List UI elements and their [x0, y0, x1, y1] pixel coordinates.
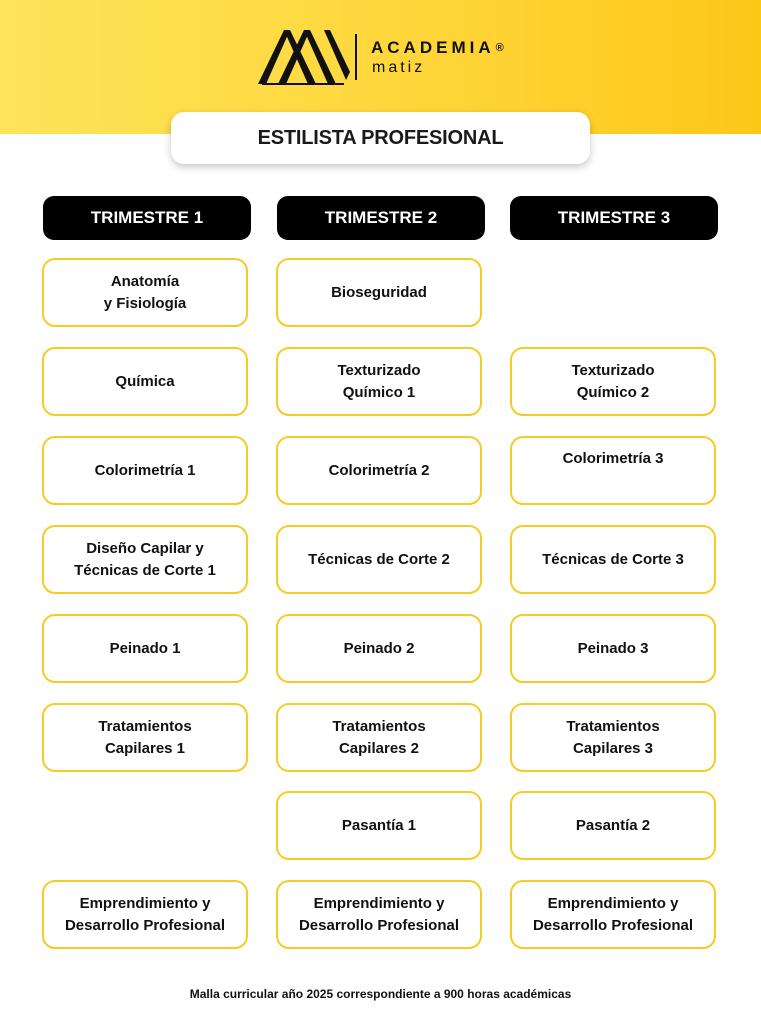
- course-t3-pasantia: Pasantía 2: [510, 791, 716, 860]
- course-t3-colorimetria: Colorimetría 3: [510, 436, 716, 505]
- course-t3-tecnicas: Técnicas de Corte 3: [510, 525, 716, 594]
- course-t1-tratamientos: Tratamientos Capilares 1: [42, 703, 248, 772]
- academia-matiz-logo: [258, 28, 508, 86]
- course-t2-colorimetria: Colorimetría 2: [276, 436, 482, 505]
- course-t2-peinado: Peinado 2: [276, 614, 482, 683]
- brand-name: ACADEMIA®: [371, 38, 504, 57]
- course-t1-anatomia: Anatomía y Fisiología: [42, 258, 248, 327]
- course-t2-tratamientos: Tratamientos Capilares 2: [276, 703, 482, 772]
- course-t3-tratamientos: Tratamientos Capilares 3: [510, 703, 716, 772]
- program-title: ESTILISTA PROFESIONAL: [171, 112, 590, 164]
- course-t2-emprendimiento: Emprendimiento y Desarrollo Profesional: [276, 880, 482, 949]
- course-t1-peinado: Peinado 1: [42, 614, 248, 683]
- course-t2-pasantia: Pasantía 1: [276, 791, 482, 860]
- course-t1-quimica: Química: [42, 347, 248, 416]
- course-t3-peinado: Peinado 3: [510, 614, 716, 683]
- trimester-3-header: TRIMESTRE 3: [510, 196, 718, 240]
- trimester-2-header: TRIMESTRE 2: [277, 196, 485, 240]
- course-t2-bioseguridad: Bioseguridad: [276, 258, 482, 327]
- logo-mark-icon: [258, 28, 350, 86]
- trimester-1-header: TRIMESTRE 1: [43, 196, 251, 240]
- course-t3-texturizado: Texturizado Químico 2: [510, 347, 716, 416]
- curriculum-footnote: Malla curricular año 2025 correspondiente a 900 horas académicas: [189, 987, 572, 1001]
- course-t1-diseno: Diseño Capilar y Técnicas de Corte 1: [42, 525, 248, 594]
- course-t2-tecnicas: Técnicas de Corte 2: [276, 525, 482, 594]
- brand-subname: matiz: [372, 59, 426, 76]
- course-t2-texturizado: Texturizado Químico 1: [276, 347, 482, 416]
- course-t1-emprendimiento: Emprendimiento y Desarrollo Profesional: [42, 880, 248, 949]
- course-t3-emprendimiento: Emprendimiento y Desarrollo Profesional: [510, 880, 716, 949]
- logo-divider: [355, 34, 357, 80]
- course-t1-colorimetria: Colorimetría 1: [42, 436, 248, 505]
